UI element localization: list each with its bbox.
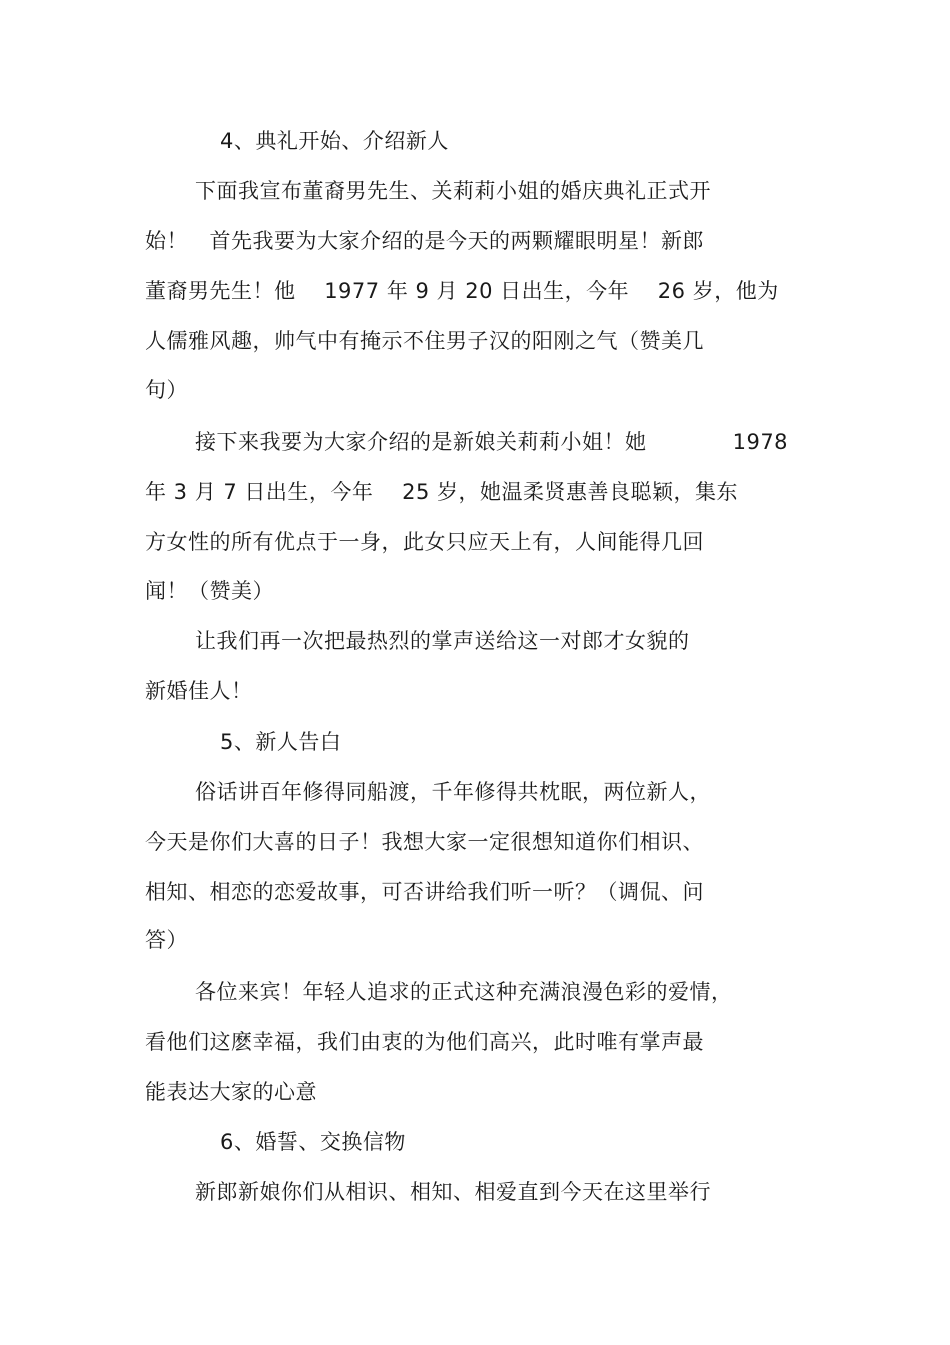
paragraph-line: 人儒雅风趣，帅气中有掩示不住男子汉的阳刚之气（赞美几 <box>145 329 704 353</box>
paragraph-line: 方女性的所有优点于一身，此女只应天上有，人间能得几回 <box>145 530 704 554</box>
section-heading-6: 6、婚誓、交换信物 <box>220 1130 406 1154</box>
paragraph-line: 答） <box>145 928 188 952</box>
paragraph-line: 下面我宣布董裔男先生、关莉莉小姐的婚庆典礼正式开 <box>195 179 711 203</box>
paragraph-line: 看他们这麽幸福，我们由衷的为他们高兴，此时唯有掌声最 <box>145 1030 704 1054</box>
paragraph-line: 董裔男先生！他 1977 年 9 月 20 日出生，今年 26 岁，他为 <box>145 279 779 303</box>
paragraph-line: 新婚佳人！ <box>145 679 253 703</box>
paragraph-line: 新郎新娘你们从相识、相知、相爱直到今天在这里举行 <box>195 1180 711 1204</box>
paragraph-line: 能表达大家的心意 <box>145 1080 317 1104</box>
paragraph-line: 让我们再一次把最热烈的掌声送给这一对郎才女貌的 <box>195 629 690 653</box>
paragraph-line: 各位来宾！年轻人追求的正式这种充满浪漫色彩的爱情， <box>195 980 733 1004</box>
paragraph-line: 今天是你们大喜的日子！我想大家一定很想知道你们相识、 <box>145 830 704 854</box>
paragraph-line: 始！ 首先我要为大家介绍的是今天的两颗耀眼明星！新郎 <box>145 229 705 253</box>
paragraph-line: 句） <box>145 378 188 402</box>
paragraph-line: 年 3 月 7 日出生，今年 25 岁，她温柔贤惠善良聪颖，集东 <box>145 480 739 504</box>
paragraph-line: 接下来我要为大家介绍的是新娘关莉莉小姐！她 1978 <box>195 430 789 454</box>
section-heading-4: 4、典礼开始、介绍新人 <box>220 129 449 153</box>
paragraph-line: 闻！（赞美） <box>145 579 274 603</box>
paragraph-line: 俗话讲百年修得同船渡，千年修得共枕眠，两位新人， <box>195 780 711 804</box>
section-heading-5: 5、新人告白 <box>220 730 342 754</box>
paragraph-line: 相知、相恋的恋爱故事，可否讲给我们听一听？（调侃、问 <box>145 880 704 904</box>
